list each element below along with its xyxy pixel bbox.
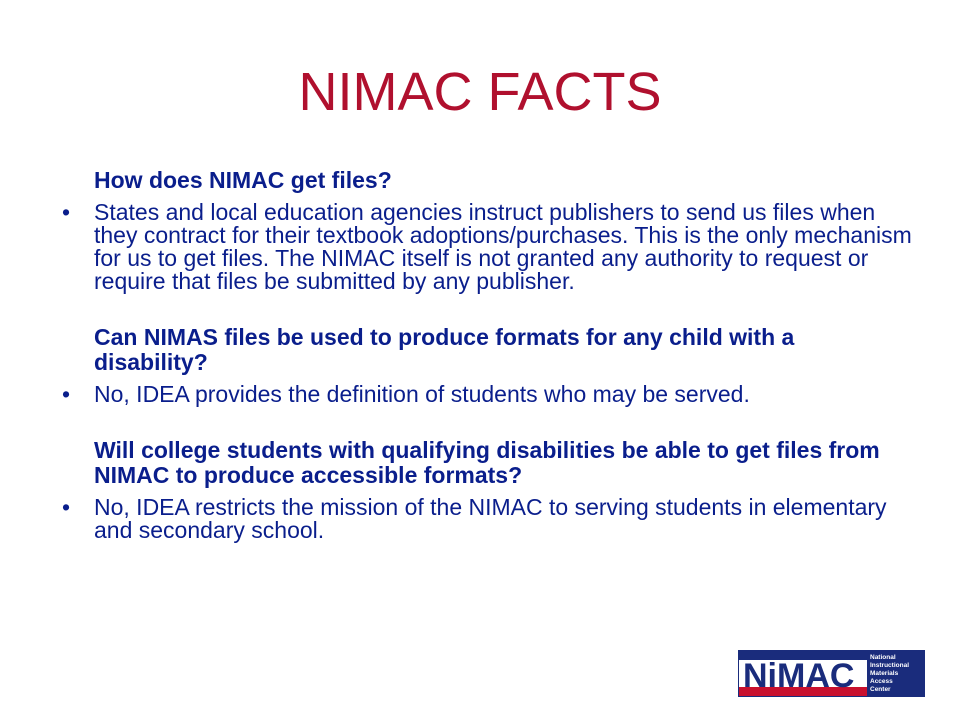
answer-2-text: No, IDEA provides the definition of students who may be served. [94,381,750,407]
slide-content [62,168,912,542]
logo-line: Materials [870,669,899,677]
bullet-icon: • [62,494,71,520]
logo-line: Access [870,677,893,685]
nimac-logo-graphic [739,651,867,696]
nimac-logo-mark [739,651,867,696]
bullet-icon: • [62,381,71,407]
answer-1-text: States and local education agencies instruct publishers to send us files when they contract for their textbook adoptions/purchases. This is the only mechanism for us to get files. The NIMAC itself is not granted any authority to request or require that files be submitted by any publisher. [94,199,912,294]
answer-3 [62,496,912,542]
question-2: Can NIMAS files be used to produce formats for any child with a disability? [94,324,795,375]
nimac-logo [738,650,925,697]
logo-line: Instructional [870,661,910,669]
slide-title: NIMAC FACTS [298,62,662,122]
answer-3-text: No, IDEA restricts the mission of the NIMAC to serving students in elementary and secondary school. [94,494,887,543]
answer-1 [62,201,912,293]
bullet-icon: • [62,199,71,225]
question-3: Will college students with qualifying disabilities be able to get files from NIMAC to produce accessible formats? [94,437,880,488]
logo-wordmark: NiMAC [743,657,855,695]
question-1: How does NIMAC get files? [94,167,392,193]
logo-text [867,651,924,696]
logo-line: National [870,653,896,661]
logo-line: Center [870,685,891,693]
answer-2 [62,383,912,406]
